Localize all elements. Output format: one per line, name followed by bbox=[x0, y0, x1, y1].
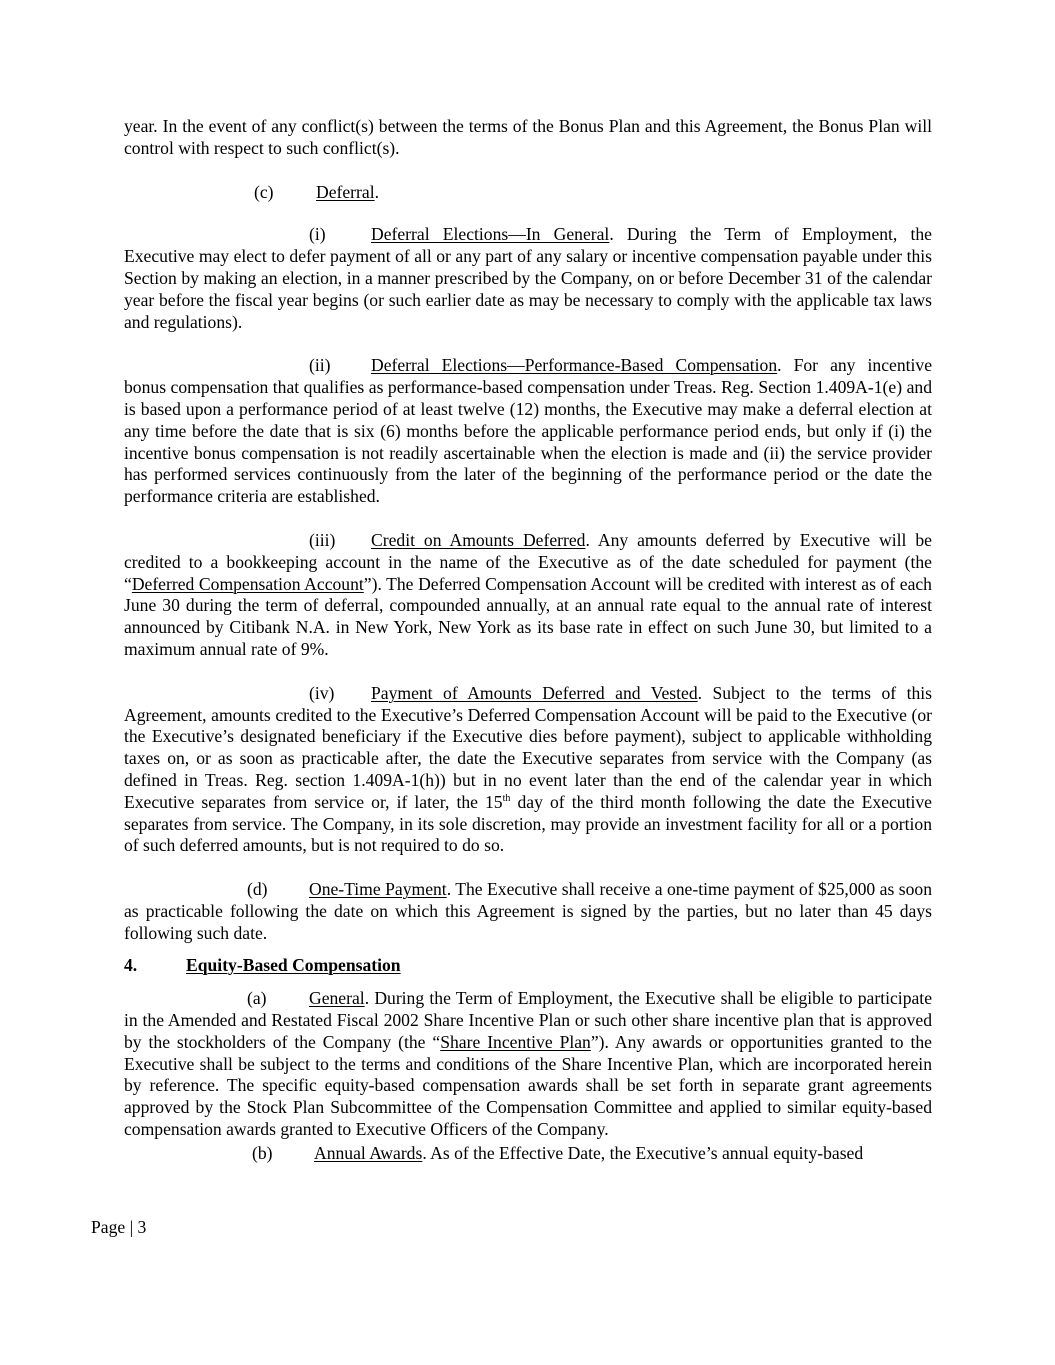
page-footer: Page | 3 bbox=[91, 1217, 147, 1237]
subsection-i-number: (i) bbox=[309, 224, 326, 245]
section-a-title: General bbox=[309, 988, 365, 1009]
section-b-text: . As of the Effective Date, the Executive’s annual equity-based bbox=[422, 1142, 864, 1163]
document-page bbox=[124, 116, 932, 1165]
section-b-number: (b) bbox=[252, 1142, 273, 1163]
ordinal-superscript: th bbox=[502, 792, 511, 804]
subsection-i-title: Deferral Elections—In General bbox=[371, 224, 610, 245]
section-d-text: . The Executive shall receive a one-time payment of $25,000 as soon as practicable following the date on which this Agreement is signed by the parties, but no later than 45 days following such date. bbox=[124, 879, 932, 943]
subsection-iv-number: (iv) bbox=[309, 682, 335, 703]
section-d-paragraph bbox=[124, 879, 932, 944]
subsection-ii-paragraph bbox=[124, 355, 932, 508]
section-c-heading: (c) Deferral. bbox=[254, 181, 380, 202]
carryover-paragraph: year. In the event of any conflict(s) between the terms of the Bonus Plan and this Agreement, the Bonus Plan will control with respect to such conflict(s). bbox=[124, 116, 932, 158]
subsection-iv-paragraph: (iv) Payment of Amounts Deferred and Vested. Subject to the terms of this Agreement, amounts credited to the Executive’s Deferred Compensation Account will be paid to the Executive (or the Executive’s designated beneficiary if the Executive dies before payment), subject to applicable withholding taxes on, or as soon as practicable after, the date the Executive separates from service with the Company (as defined in Treas. Reg. section 1.409A-1(h)) but in no event later than the end of the calendar year in which Executive separates from service or, if later, the 15th day of the third month following the date the Executive separates from service. The Company, in its sole discretion, may provide an investment facility for all or a portion of such deferred amounts, but is not required to do so. bbox=[124, 682, 932, 856]
subsection-i-text: . During the Term of Employment, the Executive may elect to defer payment of all or any part of any salary or incentive compensation payable under this Section by making an election, in a manner prescribed by the Company, on or before December 31 of the calendar year before the fiscal year begins (or such earlier date as may be necessary to comply with the applicable tax laws and regulations). bbox=[124, 224, 932, 332]
subsection-iii-number: (iii) bbox=[309, 529, 336, 550]
section-a-paragraph: (a) General. During the Term of Employment, the Executive shall be eligible to participate in the Amended and Restated Fiscal 2002 Share Incentive Plan or such other share incentive plan that is approved by the stockholders of the Company (the “Share Incentive Plan”). Any awards or opportunities granted to the Executive shall be subject to the terms and conditions of the Share Incentive Plan, which are incorporated herein by reference. The specific equity-based compensation awards shall be set forth in separate grant agreements approved by the Stock Plan Subcommittee of the Compensation Committee and applied to similar equity-based compensation awards granted to Executive Officers of the Company. bbox=[124, 988, 932, 1140]
section-b-title: Annual Awards bbox=[314, 1142, 423, 1163]
subsection-iii-title: Credit on Amounts Deferred bbox=[371, 529, 586, 550]
section-d-title: One-Time Payment bbox=[309, 879, 447, 900]
subsection-i-paragraph bbox=[124, 224, 932, 333]
section-a-number: (a) bbox=[247, 988, 267, 1009]
section-c-number: (c) bbox=[254, 181, 274, 202]
section-c-title: Deferral bbox=[316, 181, 375, 202]
share-incentive-plan-term: Share Incentive Plan bbox=[440, 1031, 591, 1052]
subsection-ii-title: Deferral Elections—Performance-Based Compensation bbox=[371, 355, 778, 376]
section-b-paragraph bbox=[124, 1143, 932, 1165]
subsection-iv-title: Payment of Amounts Deferred and Vested bbox=[371, 682, 698, 703]
subsection-ii-number: (ii) bbox=[309, 355, 331, 376]
section-d-number: (d) bbox=[247, 879, 268, 900]
deferred-compensation-account-term: Deferred Compensation Account bbox=[131, 573, 364, 594]
section-4-heading bbox=[124, 955, 932, 977]
section-4-title: Equity-Based Compensation bbox=[186, 954, 401, 975]
subsection-ii-text: . For any incentive bonus compensation that qualifies as performance-based compensation under Treas. Reg. Section 1.409A-1(e) and is based upon a performance period of at least twelve (12) months, the Executive may make a deferral election at any time before the date that is six (6) months before the applicable performance period ends, but only if (i) the incentive bonus compensation is not readily ascertainable when the election is made and (ii) the service provider has performed services continuously from the later of the beginning of the performance period or the date the performance criteria are established. bbox=[124, 355, 933, 507]
subsection-iii-paragraph: (iii) Credit on Amounts Deferred. Any amounts deferred by Executive will be credited to a bookkeeping account in the name of the Executive as of the date scheduled for payment (the “Deferred Compensation Account”). The Deferred Compensation Account will be credited with interest as of each June 30 during the term of deferral, compounded annually, at an annual rate equal to the annual rate of interest announced by Citibank N.A. in New York, New York as its base rate in effect on such June 30, but limited to a maximum annual rate of 9%. bbox=[124, 529, 932, 659]
section-4-number: 4. bbox=[124, 954, 138, 975]
